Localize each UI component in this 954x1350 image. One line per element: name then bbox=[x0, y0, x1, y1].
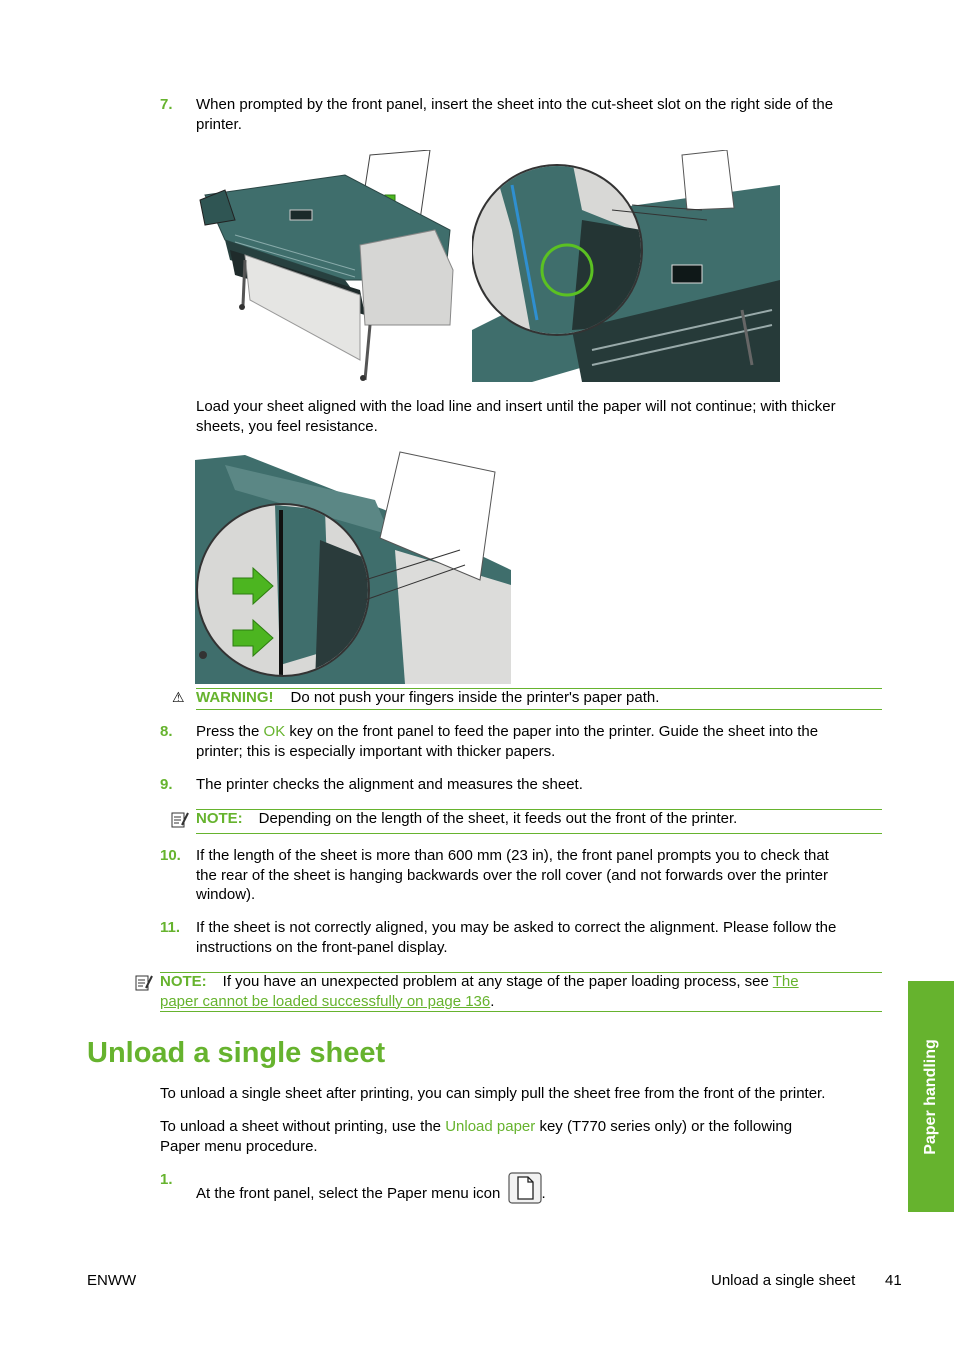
note-label: NOTE: bbox=[196, 810, 243, 827]
note-icon bbox=[134, 973, 154, 997]
section-title: Unload a single sheet bbox=[87, 1037, 386, 1069]
step-number: 11. bbox=[160, 919, 181, 936]
paragraph-line bbox=[160, 1117, 880, 1137]
step-text-part: At the front panel, select the Paper menu icon bbox=[196, 1184, 505, 1202]
paragraph-line: Load your sheet aligned with the load line and insert until the paper will not continue; with thicker bbox=[196, 398, 836, 415]
step-number: 9. bbox=[160, 776, 173, 793]
load-line-illustration bbox=[195, 450, 511, 684]
printer-illustration bbox=[195, 150, 460, 382]
step-line bbox=[196, 722, 886, 742]
note-line bbox=[160, 972, 882, 992]
note-end: . bbox=[490, 992, 495, 1010]
step-text bbox=[196, 918, 886, 957]
footer-section: Unload a single sheet bbox=[711, 1272, 856, 1289]
step-line: When prompted by the front panel, insert the sheet into the cut-sheet slot on the right side of the bbox=[196, 96, 834, 113]
step-text bbox=[196, 846, 886, 905]
ok-key-label: OK bbox=[263, 723, 286, 740]
load-paragraph bbox=[196, 397, 886, 436]
troubleshooting-link[interactable]: paper cannot be loaded successfully on page 136 bbox=[160, 992, 491, 1010]
step-text-part: key on the front panel to feed the paper into the printer. Guide the sheet into the bbox=[285, 723, 819, 740]
step-number: 7. bbox=[160, 96, 173, 113]
note-icon bbox=[170, 810, 190, 834]
chapter-tab-label: Paper handling bbox=[922, 1038, 939, 1155]
chapter-side-tab bbox=[908, 981, 954, 1212]
step-line: instructions on the front-panel display. bbox=[196, 938, 448, 956]
step-number: 1. bbox=[160, 1171, 173, 1188]
step-line: printer; this is especially important with thicker papers. bbox=[196, 742, 556, 760]
note-body: If you have an unexpected problem at any stage of the paper loading process, see bbox=[222, 973, 773, 990]
troubleshooting-link[interactable]: The bbox=[772, 973, 799, 990]
note-body: Depending on the length of the sheet, it feeds out the front of the printer. bbox=[258, 810, 738, 827]
step-text bbox=[196, 1172, 546, 1215]
paragraph-part: key (T770 series only) or the following bbox=[535, 1118, 793, 1135]
unload-paper-key-label: Unload paper bbox=[445, 1118, 536, 1135]
slot-detail-illustration bbox=[472, 150, 780, 382]
paragraph-line: Paper menu procedure. bbox=[160, 1137, 318, 1155]
note-bottom-rule bbox=[196, 833, 882, 834]
step-text bbox=[196, 722, 886, 761]
note-text bbox=[196, 809, 737, 829]
note-label: NOTE: bbox=[160, 973, 207, 990]
note-bottom-rule bbox=[160, 1011, 882, 1012]
page-number: 41 bbox=[885, 1272, 902, 1289]
warning-body: Do not push your fingers inside the printer's paper path. bbox=[290, 689, 660, 706]
warning-icon: ⚠ bbox=[172, 689, 185, 705]
step-end: . bbox=[541, 1184, 546, 1202]
step-text-part: Press the bbox=[196, 723, 264, 740]
section-paragraph bbox=[160, 1117, 880, 1156]
footer-left: ENWW bbox=[87, 1272, 137, 1289]
step-text: The printer checks the alignment and measures the sheet. bbox=[196, 776, 583, 793]
note-line bbox=[160, 992, 882, 1012]
warning-label: WARNING! bbox=[196, 689, 274, 706]
note-text bbox=[160, 972, 882, 1011]
warning-bottom-rule bbox=[196, 709, 882, 710]
paragraph-part: To unload a sheet without printing, use the bbox=[160, 1118, 446, 1135]
step-text bbox=[196, 95, 886, 134]
paragraph-line: sheets, you feel resistance. bbox=[196, 417, 378, 435]
warning-text bbox=[196, 688, 659, 708]
paper-menu-icon bbox=[508, 1172, 542, 1215]
step-line: the rear of the sheet is hanging backwards over the roll cover (and not forwards over the printer bbox=[196, 866, 828, 884]
step-line: If the sheet is not correctly aligned, you may be asked to correct the alignment. Please follow the bbox=[196, 919, 837, 936]
step-line: printer. bbox=[196, 115, 242, 133]
step-line: window). bbox=[196, 886, 256, 903]
step-number: 8. bbox=[160, 723, 173, 740]
step-number: 10. bbox=[160, 847, 181, 864]
step-line: If the length of the sheet is more than 600 mm (23 in), the front panel prompts you to check that bbox=[196, 847, 829, 864]
section-paragraph: To unload a single sheet after printing, you can simply pull the sheet free from the front of the printer. bbox=[160, 1085, 826, 1102]
